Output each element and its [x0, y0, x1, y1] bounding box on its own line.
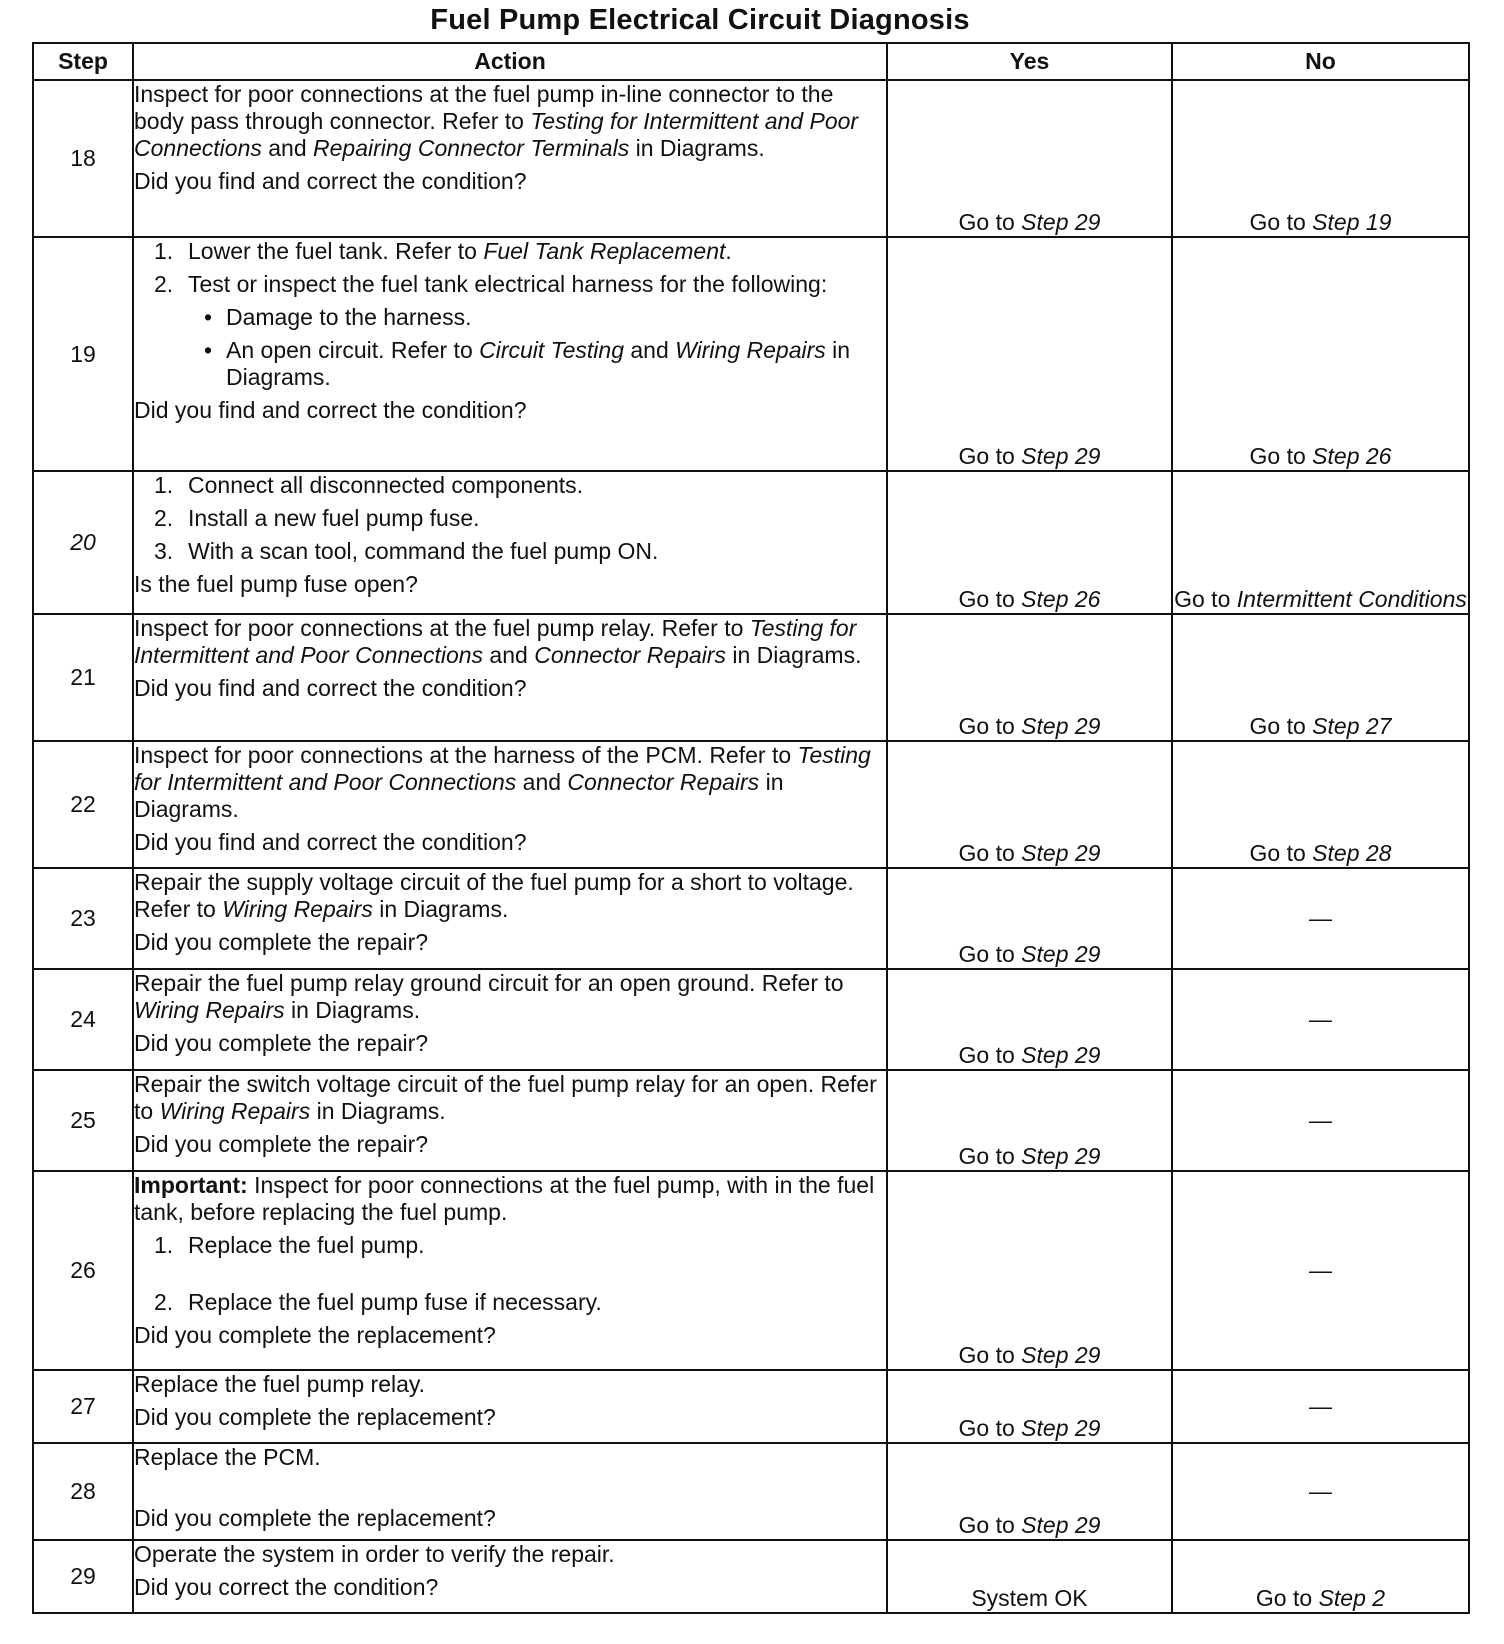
- action-question: Did you find and correct the condition?: [134, 168, 527, 194]
- yes-cell: Go to Step 29: [887, 741, 1172, 868]
- action-question: Did you find and correct the condition?: [134, 675, 527, 701]
- no-cell: Go to Step 27: [1172, 614, 1469, 741]
- no-cell: Go to Step 2: [1172, 1540, 1469, 1613]
- header-yes: Yes: [887, 43, 1172, 80]
- step-number: 24: [33, 969, 133, 1070]
- table-row: [33, 1070, 1469, 1171]
- action-cell: [133, 1540, 887, 1613]
- table-row: [33, 1443, 1469, 1540]
- yes-cell: Go to Step 29: [887, 80, 1172, 237]
- action-question: Did you complete the repair?: [134, 1030, 429, 1056]
- step-number: 29: [33, 1540, 133, 1613]
- action-question: Did you complete the replacement?: [134, 1404, 496, 1430]
- step-number: 22: [33, 741, 133, 868]
- table-row: [33, 237, 1469, 471]
- step-number: 26: [33, 1171, 133, 1370]
- action-question: Did you complete the replacement?: [134, 1505, 496, 1531]
- action-text: Repair the fuel pump relay ground circuit for an open ground. Refer to Wiring Repairs in Diagrams.: [134, 970, 844, 1023]
- action-text: Repair the switch voltage circuit of the fuel pump relay for an open. Refer to Wiring Repairs in Diagrams.: [134, 1071, 877, 1124]
- yes-cell: Go to Step 29: [887, 1171, 1172, 1370]
- step-number: 19: [33, 237, 133, 471]
- no-cell: —: [1172, 868, 1469, 969]
- action-cell: [133, 741, 887, 868]
- numbered-item: 2. Test or inspect the fuel tank electrical harness for the following:: [154, 271, 828, 297]
- action-question: Did you find and correct the condition?: [134, 397, 527, 423]
- yes-cell: Go to Step 29: [887, 969, 1172, 1070]
- action-text: Important: Inspect for poor connections at the fuel pump, with in the fuel tank, before replacing the fuel pump.: [134, 1172, 875, 1225]
- action-question: Did you correct the condition?: [134, 1574, 439, 1600]
- no-cell: Go to Step 26: [1172, 237, 1469, 471]
- no-cell: —: [1172, 1443, 1469, 1540]
- action-cell: [133, 1171, 887, 1370]
- table-row: [33, 471, 1469, 614]
- header-no: No: [1172, 43, 1469, 80]
- step-number: 27: [33, 1370, 133, 1443]
- action-cell: [133, 237, 887, 471]
- numbered-item: 2. Install a new fuel pump fuse.: [154, 505, 480, 531]
- table-row: [33, 614, 1469, 741]
- page-title: Fuel Pump Electrical Circuit Diagnosis: [430, 4, 970, 36]
- action-text: Inspect for poor connections at the fuel pump in-line connector to the body pass through connector. Refer to Testing for Intermittent and Poor Connections and Repairing Connector Terminals in Diagrams.: [134, 81, 859, 161]
- action-question: Did you complete the replacement?: [134, 1322, 496, 1348]
- action-cell: [133, 1443, 887, 1540]
- yes-cell: Go to Step 29: [887, 614, 1172, 741]
- action-question: Did you find and correct the condition?: [134, 829, 527, 855]
- action-cell: [133, 1370, 887, 1443]
- header-row: [33, 43, 1469, 80]
- no-cell: —: [1172, 1370, 1469, 1443]
- action-question: Did you complete the repair?: [134, 929, 429, 955]
- numbered-item: 1. Lower the fuel tank. Refer to Fuel Tank Replacement.: [154, 238, 732, 264]
- action-text: Replace the fuel pump relay.: [134, 1371, 426, 1397]
- no-cell: —: [1172, 1171, 1469, 1370]
- action-cell: [133, 614, 887, 741]
- action-text: Inspect for poor connections at the harness of the PCM. Refer to Testing for Intermittent and Poor Connections and Connector Repairs in Diagrams.: [134, 742, 871, 822]
- numbered-item: 1. Connect all disconnected components.: [154, 472, 584, 498]
- yes-cell: System OK: [887, 1540, 1172, 1613]
- table-row: [33, 1171, 1469, 1370]
- important-label: Important:: [134, 1172, 248, 1198]
- table-row: [33, 1540, 1469, 1613]
- yes-cell: Go to Step 26: [887, 471, 1172, 614]
- no-cell: —: [1172, 1070, 1469, 1171]
- yes-cell: Go to Step 29: [887, 1070, 1172, 1171]
- action-text: Operate the system in order to verify the repair.: [134, 1541, 615, 1567]
- step-number: 28: [33, 1443, 133, 1540]
- no-cell: Go to Step 28: [1172, 741, 1469, 868]
- action-cell: [133, 80, 887, 237]
- header-step: Step: [33, 43, 133, 80]
- table-row: [33, 1370, 1469, 1443]
- bullet-item: • An open circuit. Refer to Circuit Testing and Wiring Repairs in Diagrams.: [204, 337, 851, 390]
- bullet-item: • Damage to the harness.: [204, 304, 472, 330]
- table-row: [33, 80, 1469, 237]
- step-number: 18: [33, 80, 133, 237]
- numbered-item: 3. With a scan tool, command the fuel pump ON.: [154, 538, 659, 564]
- yes-cell: Go to Step 29: [887, 1443, 1172, 1540]
- step-number: 21: [33, 614, 133, 741]
- action-text: Replace the PCM.: [134, 1444, 321, 1470]
- action-cell: [133, 969, 887, 1070]
- action-cell: [133, 868, 887, 969]
- numbered-item: 1. Replace the fuel pump.: [154, 1232, 425, 1258]
- action-question: Is the fuel pump fuse open?: [134, 571, 418, 597]
- action-cell: [133, 1070, 887, 1171]
- table-row: [33, 868, 1469, 969]
- no-cell: Go to Step 19: [1172, 80, 1469, 237]
- action-text: Inspect for poor connections at the fuel pump relay. Refer to Testing for Intermittent and Poor Connections and Connector Repairs in Diagrams.: [134, 615, 862, 668]
- step-number: 23: [33, 868, 133, 969]
- yes-cell: Go to Step 29: [887, 1370, 1172, 1443]
- action-question: Did you complete the repair?: [134, 1131, 429, 1157]
- no-cell: —: [1172, 969, 1469, 1070]
- yes-cell: Go to Step 29: [887, 237, 1172, 471]
- action-text: Repair the supply voltage circuit of the fuel pump for a short to voltage. Refer to Wiring Repairs in Diagrams.: [134, 869, 854, 922]
- diagnosis-table: [32, 42, 1470, 1614]
- table-row: [33, 969, 1469, 1070]
- numbered-item: 2. Replace the fuel pump fuse if necessary.: [154, 1289, 602, 1315]
- action-cell: [133, 471, 887, 614]
- yes-cell: Go to Step 29: [887, 868, 1172, 969]
- no-cell: Go to Intermittent Conditions: [1172, 471, 1469, 614]
- header-action: Action: [133, 43, 887, 80]
- step-number: 25: [33, 1070, 133, 1171]
- step-number: 20: [33, 471, 133, 614]
- table-row: [33, 741, 1469, 868]
